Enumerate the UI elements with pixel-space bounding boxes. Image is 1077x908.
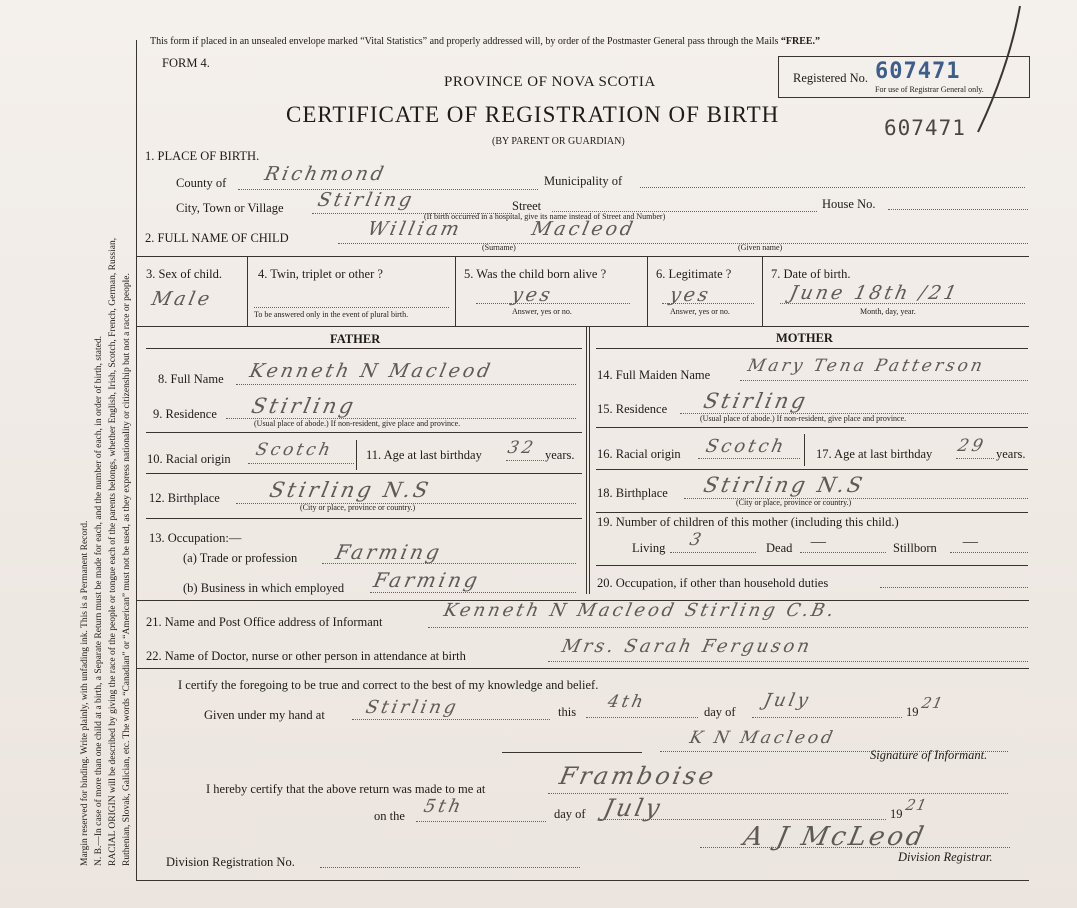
father-residence-label: 9. Residence xyxy=(153,407,217,421)
father-age-value: 32 xyxy=(505,438,538,458)
father-business-value: Farming xyxy=(371,568,483,592)
informant-signature-caption: Signature of Informant. xyxy=(870,748,988,762)
twin-label: 4. Twin, triplet or other ? xyxy=(258,267,383,281)
father-occupation-label: 13. Occupation:— xyxy=(149,531,242,545)
certify-day-of-label: day of xyxy=(704,705,736,719)
mother-race-value: Scotch xyxy=(703,436,789,457)
certify-month-value: July xyxy=(761,690,813,711)
stillborn-label: Stillborn xyxy=(893,541,937,555)
father-business-label: (b) Business in which employed xyxy=(183,581,345,595)
twin-note: To be answered only in the event of plural birth. xyxy=(254,310,409,319)
informant-signature: K N Macleod xyxy=(687,728,838,748)
city-value: Stirling xyxy=(315,189,417,211)
on-the-label: on the xyxy=(374,809,405,823)
mother-race-label: 16. Racial origin xyxy=(597,447,681,461)
stillborn-value: — xyxy=(959,532,985,552)
street-label: Street xyxy=(512,199,542,213)
division-registration-label: Division Registration No. xyxy=(166,855,295,869)
mother-children-label: 19. Number of children of this mother (including this child.) xyxy=(597,515,899,529)
city-label: City, Town or Village xyxy=(176,201,284,215)
registrar-year-value: 21 xyxy=(904,796,930,814)
registered-label: Registered No. xyxy=(793,71,868,85)
surname-caption: (Surname) xyxy=(482,243,516,252)
page-subtitle: (BY PARENT OR GUARDIAN) xyxy=(492,136,625,147)
mail-notice xyxy=(150,36,820,47)
mother-name-value: Mary Tena Patterson xyxy=(745,356,987,376)
father-birthplace-value: Stirling N.S xyxy=(267,478,434,502)
born-alive-value: yes xyxy=(509,284,556,306)
mother-name-label: 14. Full Maiden Name xyxy=(597,368,711,382)
registered-note: For use of Registrar General only. xyxy=(875,85,984,94)
registrar-year-prefix: 19 xyxy=(890,807,903,821)
father-trade-value: Farming xyxy=(333,540,445,564)
legitimate-note: Answer, yes or no. xyxy=(670,307,730,316)
mother-heading: MOTHER xyxy=(776,331,833,345)
certify-statement: I certify the foregoing to be true and correct to the best of my knowledge and belief. xyxy=(178,678,599,692)
registration-stamp: 607471 xyxy=(884,116,966,140)
registrar-place-value: Framboise xyxy=(557,762,720,790)
registrar-day-of-label: day of xyxy=(554,807,586,821)
mail-notice-text: This form if placed in an unsealed envelope marked “Vital Statistics” and properly addressed will, by order of the Postmaster General pass through the Mails xyxy=(150,36,781,47)
father-race-value: Scotch xyxy=(253,440,335,460)
dead-label: Dead xyxy=(766,541,793,555)
county-value: Richmond xyxy=(262,163,389,185)
registered-number: 607471 xyxy=(875,59,961,84)
informant-value: Kenneth N Macleod Stirling C.B. xyxy=(441,600,839,621)
mother-age-label: 17. Age at last birthday xyxy=(816,447,933,461)
child-given-name: William xyxy=(365,218,465,240)
father-trade-label: (a) Trade or profession xyxy=(183,551,298,565)
certify-year-value: 21 xyxy=(920,694,946,712)
birth-date-value: June 18th /21 xyxy=(787,282,962,304)
born-alive-note: Answer, yes or no. xyxy=(512,307,572,316)
father-age-label: 11. Age at last birthday xyxy=(366,448,482,462)
father-name-label: 8. Full Name xyxy=(158,372,224,386)
mother-residence-note: (Usual place of abode.) If non-resident, give place and province. xyxy=(700,414,907,423)
this-label: this xyxy=(558,705,577,719)
margin-note-binding: Margin reserved for binding. Write plainly, with unfading ink. This is a Permanent Record. xyxy=(80,520,90,866)
given-name-caption: (Given name) xyxy=(738,243,783,252)
registrar-statement: I hereby certify that the above return was made to me at xyxy=(206,782,486,796)
certify-day-value: 4th xyxy=(605,692,648,712)
given-place-value: Stirling xyxy=(363,697,461,718)
margin-note-multiple-births: N. B.—In case of more than one child at a birth, a Separate Return must be made for each, and the number of each, in order of birth, stated. xyxy=(94,336,104,866)
margin-note-racial-origin: RACIAL ORIGIN will be described by giving the race of the people or tongue each of the parents belongs, whether English, Irish, Scotch, French, German, Russian, xyxy=(108,237,118,866)
mother-age-value: 29 xyxy=(955,436,988,456)
father-birthplace-label: 12. Birthplace xyxy=(149,491,220,505)
free-label: “FREE.” xyxy=(780,36,821,47)
page-title: CERTIFICATE OF REGISTRATION OF BIRTH xyxy=(286,102,780,127)
mother-age-unit: years. xyxy=(996,447,1026,461)
father-race-label: 10. Racial origin xyxy=(147,452,231,466)
father-birthplace-note: (City or place, province or country.) xyxy=(300,503,416,512)
born-alive-label: 5. Was the child born alive ? xyxy=(464,267,607,281)
sex-label: 3. Sex of child. xyxy=(146,267,223,281)
father-heading: FATHER xyxy=(330,332,381,346)
mother-residence-label: 15. Residence xyxy=(597,402,668,416)
birth-date-note: Month, day, year. xyxy=(860,307,916,316)
legitimate-value: yes xyxy=(667,284,714,306)
doctor-label: 22. Name of Doctor, nurse or other person in attendance at birth xyxy=(146,649,466,663)
child-surname: Macleod xyxy=(529,218,638,240)
legitimate-label: 6. Legitimate ? xyxy=(656,267,732,281)
sex-value: Male xyxy=(149,288,215,310)
form-number: FORM 4. xyxy=(162,56,210,70)
province-heading: PROVINCE OF NOVA SCOTIA xyxy=(444,74,656,90)
margin-rule xyxy=(136,40,137,880)
given-under-hand-label: Given under my hand at xyxy=(204,708,325,722)
living-value: 3 xyxy=(687,530,706,550)
mother-birthplace-value: Stirling N.S xyxy=(701,473,868,497)
father-age-unit: years. xyxy=(545,448,575,462)
registrar-signature-caption: Division Registrar. xyxy=(898,850,993,864)
doctor-value: Mrs. Sarah Ferguson xyxy=(559,636,815,657)
informant-label: 21. Name and Post Office address of Informant xyxy=(146,615,383,629)
house-number-label: House No. xyxy=(822,197,876,211)
father-name-value: Kenneth N Macleod xyxy=(247,360,495,382)
father-residence-value: Stirling xyxy=(249,394,359,418)
mother-birthplace-label: 18. Birthplace xyxy=(597,486,668,500)
registrar-signature: A J McLeod xyxy=(740,822,930,852)
mother-residence-value: Stirling xyxy=(701,389,811,413)
dead-value: — xyxy=(807,532,833,552)
living-label: Living xyxy=(632,541,666,555)
registrar-day-value: 5th xyxy=(421,796,466,817)
place-of-birth-heading: 1. PLACE OF BIRTH. xyxy=(145,149,260,163)
checkmark-icon xyxy=(960,0,1040,140)
child-name-label: 2. FULL NAME OF CHILD xyxy=(145,231,289,245)
street-note: (If birth occurred in a hospital, give its name instead of Street and Number) xyxy=(424,212,666,221)
county-label: County of xyxy=(176,176,227,190)
registrar-month-value: July xyxy=(601,794,666,822)
municipality-label: Municipality of xyxy=(544,174,623,188)
father-residence-note: (Usual place of abode.) If non-resident, give place and province. xyxy=(254,419,461,428)
birth-date-label: 7. Date of birth. xyxy=(771,267,851,281)
margin-note-nationality: Ruthenian, Slovak, Galician, etc. The words “Canadian” or “American” must not be used, as they express nationality or citizenship but not a race or people. xyxy=(122,273,132,866)
mother-occupation-label: 20. Occupation, if other than household duties xyxy=(597,576,829,590)
certify-year-prefix: 19 xyxy=(906,705,919,719)
mother-birthplace-note: (City or place, province or country.) xyxy=(736,498,852,507)
